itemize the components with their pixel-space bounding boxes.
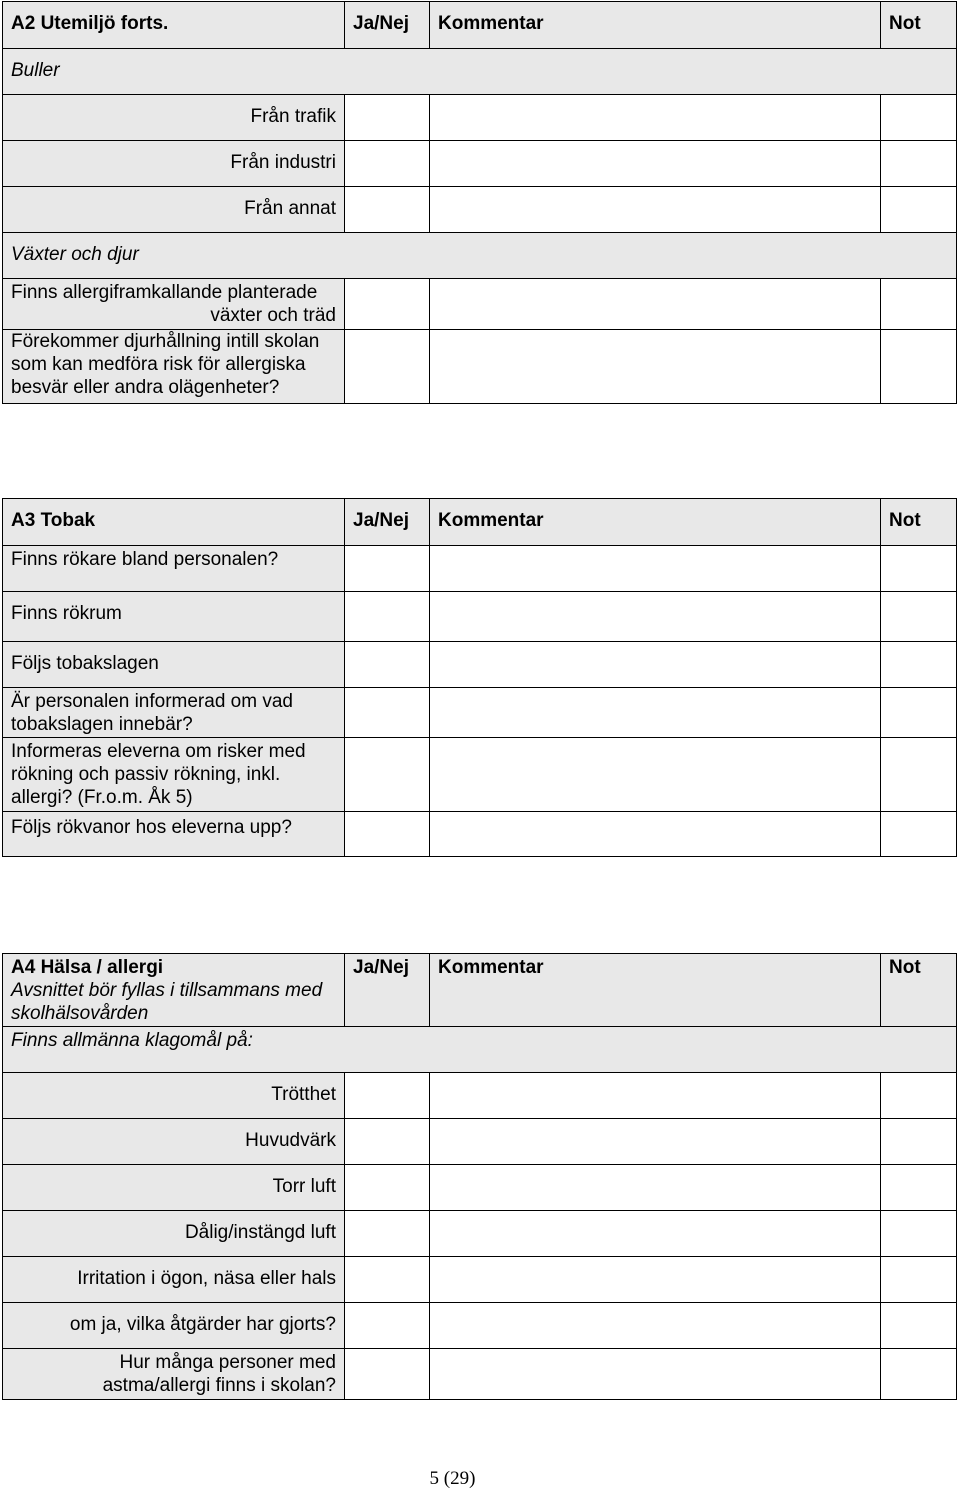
buller-heading: Buller (3, 49, 957, 95)
kommentar-cell[interactable] (430, 812, 881, 857)
not-cell[interactable] (881, 187, 957, 233)
not-cell[interactable] (881, 1165, 957, 1211)
kommentar-cell[interactable] (430, 1211, 881, 1257)
vaxter-djur-row (3, 233, 957, 279)
a3-header-row (3, 499, 957, 546)
col-not: Not (881, 499, 957, 546)
janej-cell[interactable] (345, 1211, 430, 1257)
not-cell[interactable] (881, 688, 957, 738)
table-row (3, 592, 957, 642)
kommentar-cell[interactable] (430, 1165, 881, 1211)
table-row (3, 95, 957, 141)
irritation-label: Irritation i ögon, näsa eller hals (3, 1257, 345, 1303)
janej-cell[interactable] (345, 141, 430, 187)
table-row (3, 279, 957, 330)
informerad-label: Är personalen informerad om vad tobakslagen innebär? (3, 688, 345, 738)
not-cell[interactable] (881, 330, 957, 404)
a4-title: A4 Hälsa / allergi (11, 957, 164, 978)
astma-allergi-label: Hur många personer med astma/allergi finns i skolan? (3, 1349, 345, 1400)
table-row (3, 187, 957, 233)
a2-title: A2 Utemiljö forts. (3, 2, 345, 49)
kommentar-cell[interactable] (430, 1257, 881, 1303)
janej-cell[interactable] (345, 592, 430, 642)
tobakslagen-label: Följs tobakslagen (3, 642, 345, 688)
torr-luft-label: Torr luft (3, 1165, 345, 1211)
janej-cell[interactable] (345, 642, 430, 688)
informeras-label: Informeras eleverna om risker med rökning och passiv rökning, inkl. allergi? (Fr.o.m. Åk 5) (3, 738, 345, 812)
vaxter-djur-heading: Växter och djur (3, 233, 957, 279)
janej-cell[interactable] (345, 1119, 430, 1165)
klagomal-row (3, 1027, 957, 1073)
table-row (3, 1119, 957, 1165)
not-cell[interactable] (881, 141, 957, 187)
table-row (3, 1349, 957, 1400)
huvudvark-label: Huvudvärk (3, 1119, 345, 1165)
janej-cell[interactable] (345, 1349, 430, 1400)
janej-cell[interactable] (345, 812, 430, 857)
col-not: Not (881, 2, 957, 49)
a4-table (2, 953, 957, 1400)
janej-cell[interactable] (345, 1073, 430, 1119)
atgarder-label: om ja, vilka åtgärder har gjorts? (3, 1303, 345, 1349)
not-cell[interactable] (881, 1073, 957, 1119)
not-cell[interactable] (881, 592, 957, 642)
kommentar-cell[interactable] (430, 1349, 881, 1400)
a2-table (2, 1, 957, 404)
not-cell[interactable] (881, 1349, 957, 1400)
col-kommentar: Kommentar (430, 2, 881, 49)
not-cell[interactable] (881, 1303, 957, 1349)
janej-cell[interactable] (345, 546, 430, 592)
kommentar-cell[interactable] (430, 592, 881, 642)
kommentar-cell[interactable] (430, 1073, 881, 1119)
fran-annat-label: Från annat (3, 187, 345, 233)
not-cell[interactable] (881, 546, 957, 592)
instangd-luft-label: Dålig/instängd luft (3, 1211, 345, 1257)
allergiframkallande-label (3, 279, 345, 330)
table-row (3, 1073, 957, 1119)
col-janej: Ja/Nej (345, 499, 430, 546)
janej-cell[interactable] (345, 187, 430, 233)
table-row (3, 1165, 957, 1211)
rokrum-label: Finns rökrum (3, 592, 345, 642)
table-row (3, 642, 957, 688)
kommentar-cell[interactable] (430, 738, 881, 812)
page-number: 5 (29) (429, 1468, 476, 1489)
fran-industri-label: Från industri (3, 141, 345, 187)
table-row (3, 330, 957, 404)
col-kommentar: Kommentar (430, 499, 881, 546)
a2-header-row (3, 2, 957, 49)
not-cell[interactable] (881, 738, 957, 812)
rokvanor-label: Följs rökvanor hos eleverna upp? (3, 812, 345, 857)
kommentar-cell[interactable] (430, 187, 881, 233)
not-cell[interactable] (881, 1119, 957, 1165)
djurhallning-label: Förekommer djurhållning intill skolan som kan medföra risk för allergiska besvär eller andra olägenheter? (3, 330, 345, 404)
table-row (3, 1257, 957, 1303)
kommentar-cell[interactable] (430, 688, 881, 738)
klagomal-heading: Finns allmänna klagomål på: (3, 1027, 957, 1073)
table-row (3, 812, 957, 857)
table-row (3, 688, 957, 738)
table-row (3, 141, 957, 187)
kommentar-cell[interactable] (430, 141, 881, 187)
janej-cell[interactable] (345, 330, 430, 404)
kommentar-cell[interactable] (430, 642, 881, 688)
table-row (3, 738, 957, 812)
buller-row (3, 49, 957, 95)
col-janej: Ja/Nej (345, 954, 430, 1027)
table-row (3, 1211, 957, 1257)
a4-subtitle: Avsnittet bör fyllas i tillsammans med skolhälsovården (11, 980, 323, 1024)
kommentar-cell[interactable] (430, 546, 881, 592)
janej-cell[interactable] (345, 688, 430, 738)
allergiframkallande-line1: Finns allergiframkallande planterade (11, 282, 318, 303)
janej-cell[interactable] (345, 279, 430, 330)
not-cell[interactable] (881, 1257, 957, 1303)
col-not: Not (881, 954, 957, 1027)
a3-table (2, 498, 957, 857)
not-cell[interactable] (881, 812, 957, 857)
allergiframkallande-line2: växter och träd (210, 305, 336, 326)
kommentar-cell[interactable] (430, 279, 881, 330)
janej-cell[interactable] (345, 1165, 430, 1211)
not-cell[interactable] (881, 95, 957, 141)
janej-cell[interactable] (345, 1303, 430, 1349)
rokare-label: Finns rökare bland personalen? (3, 546, 345, 592)
kommentar-cell[interactable] (430, 330, 881, 404)
trotthet-label: Trötthet (3, 1073, 345, 1119)
kommentar-cell[interactable] (430, 1303, 881, 1349)
col-janej: Ja/Nej (345, 2, 430, 49)
not-cell[interactable] (881, 642, 957, 688)
janej-cell[interactable] (345, 1257, 430, 1303)
kommentar-cell[interactable] (430, 1119, 881, 1165)
janej-cell[interactable] (345, 95, 430, 141)
a4-title-cell (3, 954, 345, 1027)
a3-title: A3 Tobak (3, 499, 345, 546)
col-kommentar: Kommentar (430, 954, 881, 1027)
table-row (3, 1303, 957, 1349)
not-cell[interactable] (881, 279, 957, 330)
table-row (3, 546, 957, 592)
janej-cell[interactable] (345, 738, 430, 812)
kommentar-cell[interactable] (430, 95, 881, 141)
fran-trafik-label: Från trafik (3, 95, 345, 141)
a4-header-row (3, 954, 957, 1027)
not-cell[interactable] (881, 1211, 957, 1257)
